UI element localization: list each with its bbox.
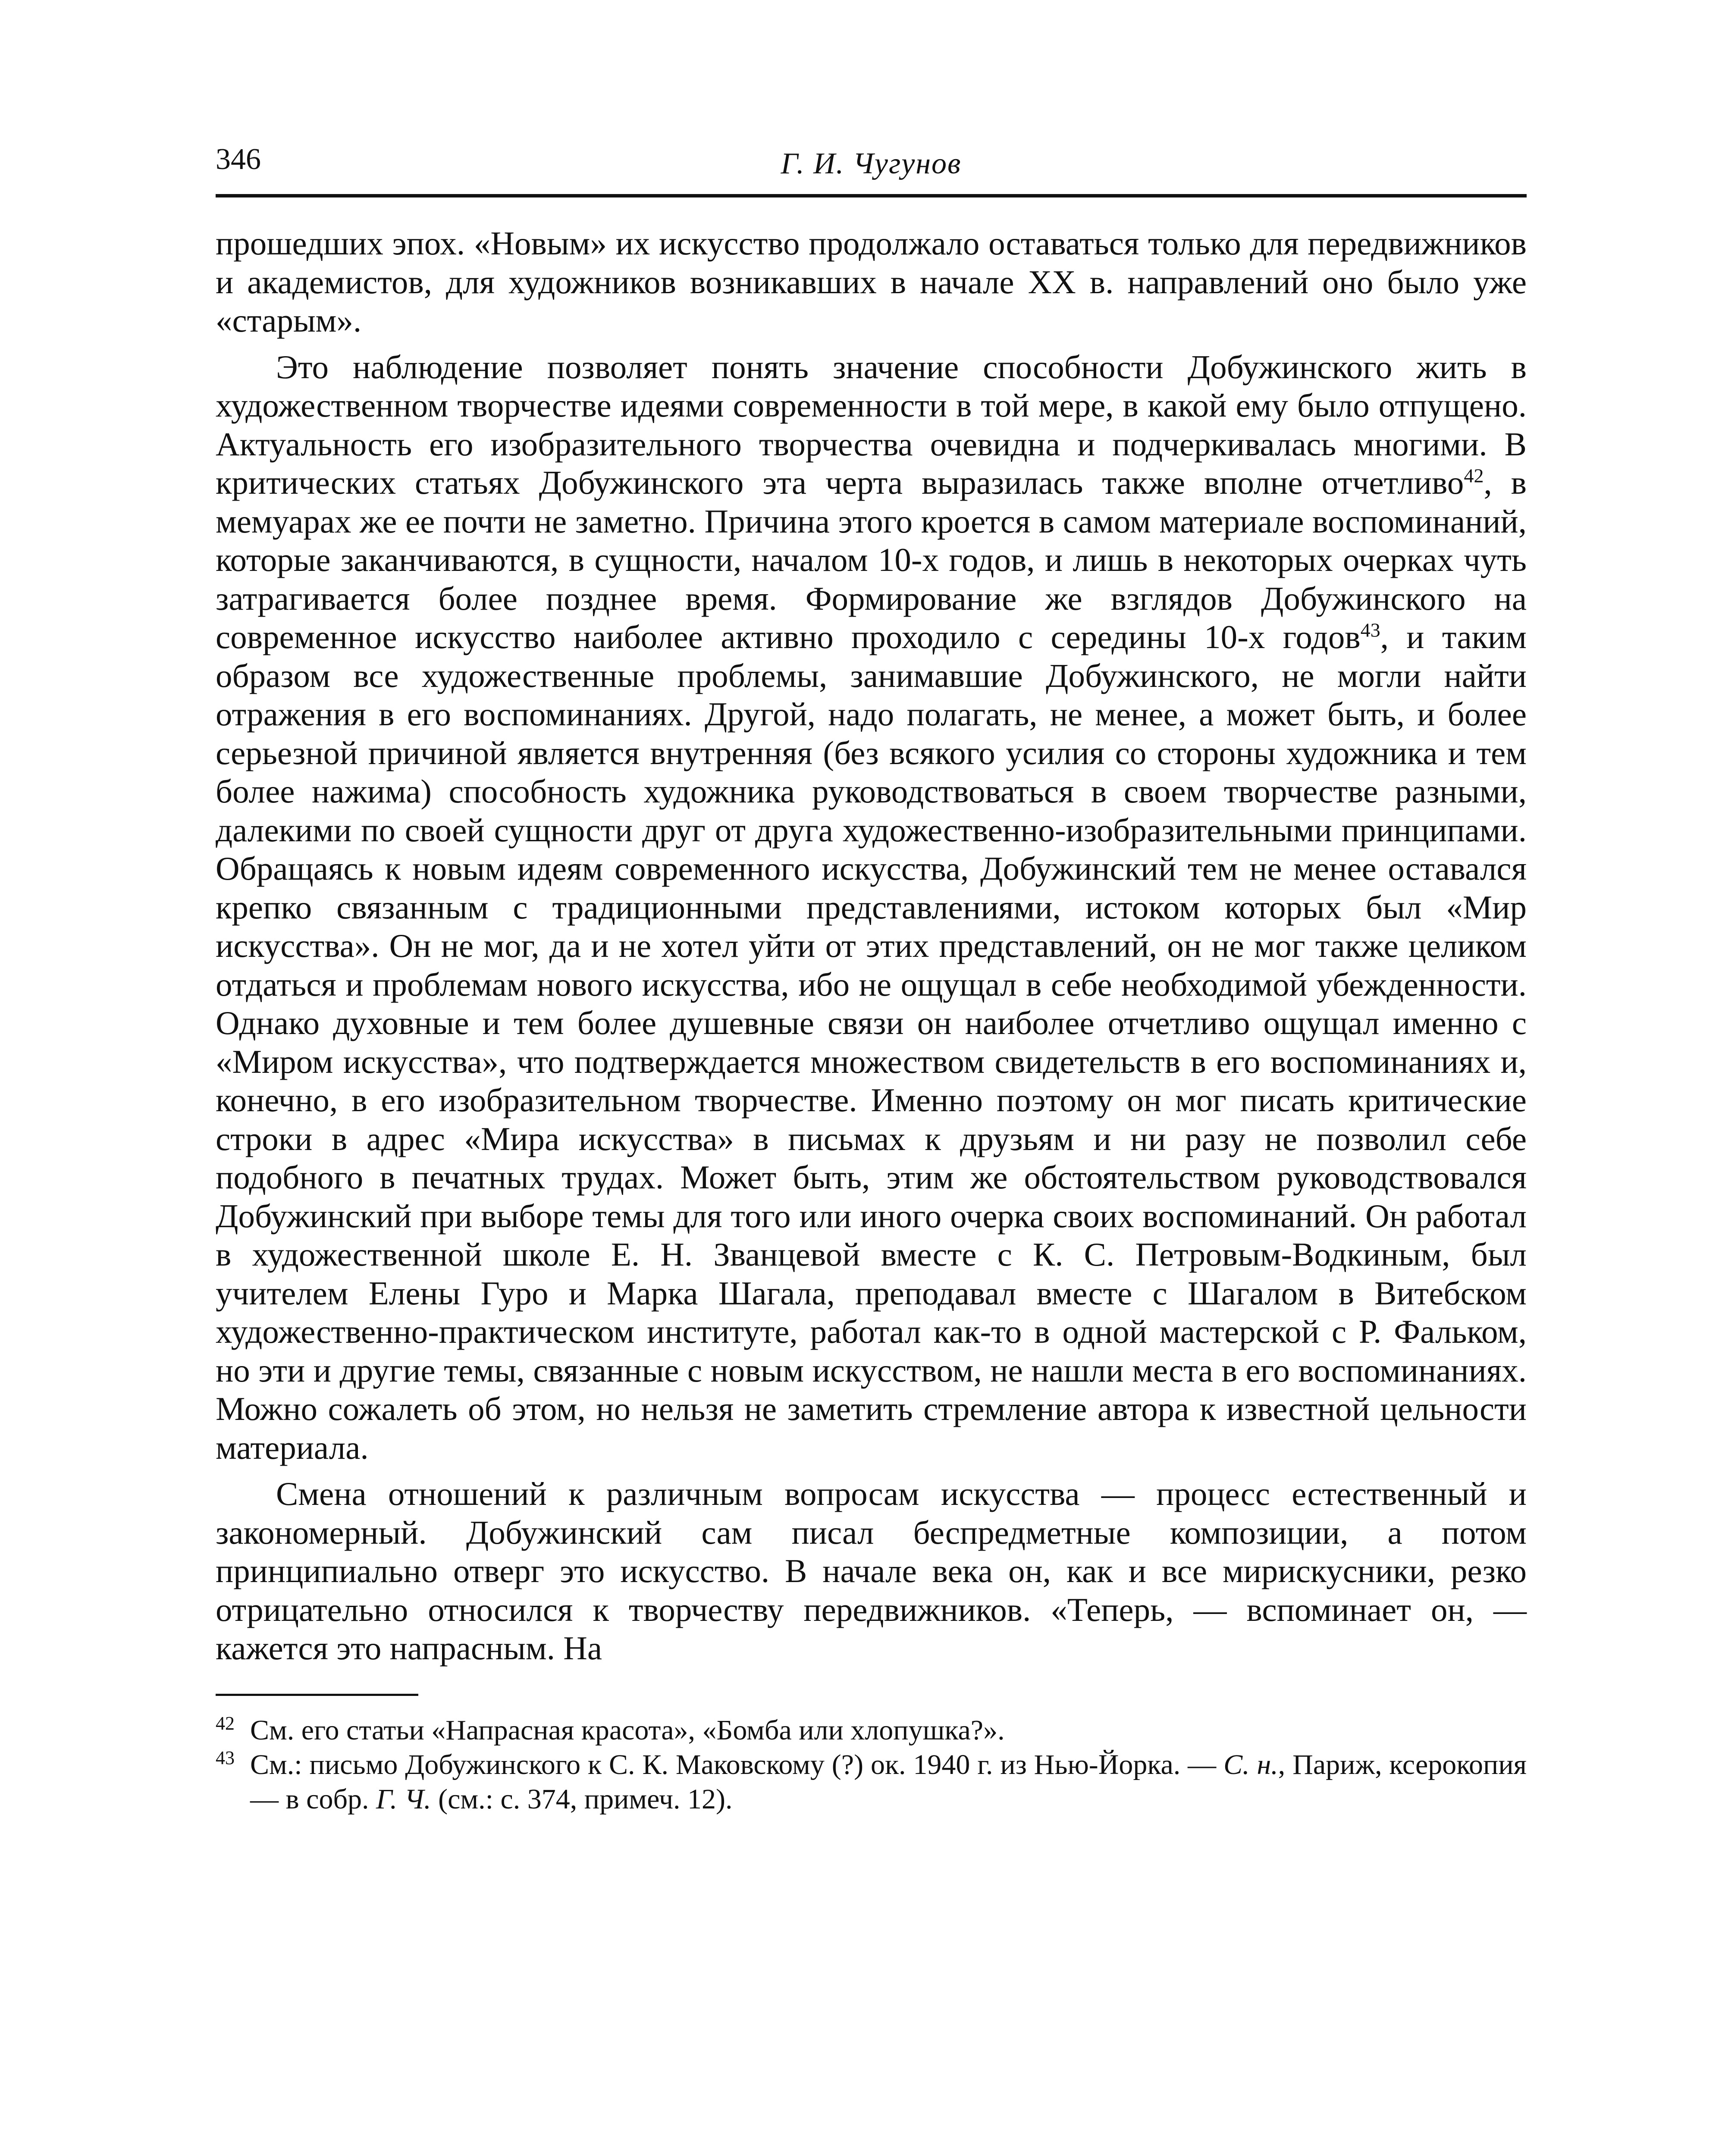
page-number: 346 [216, 143, 261, 176]
footnote-ref-42[interactable]: 42 [1464, 464, 1484, 487]
footnotes [216, 1713, 1527, 1817]
footnote-text: , Париж, ксерокопия — в собр. [250, 1749, 1527, 1815]
paragraph-1: прошедших эпох. «Новым» их искусство продолжало оставаться только для передвижников и академистов, для художников возникавших в начале XX в. направлений оно было уже «старым». [216, 225, 1527, 339]
footnote-43: 43 См.: письмо Добужинского к С. К. Маковскому (?) ок. 1940 г. из Нью-Йорка. — С. н., Париж, ксерокопия — в собр. Г. Ч. (см.: с. 374, примеч. 12). [216, 1747, 1527, 1815]
paragraph-2 [216, 348, 1527, 1467]
page-header [216, 129, 1527, 203]
footnote-text: (см.: с. 374, примеч. 12). [431, 1783, 733, 1815]
page [216, 129, 1527, 1817]
footnote-rule [216, 1694, 418, 1696]
footnote-text: См. его статьи «Напрасная красота», «Бомба или хлопушка?». [250, 1714, 1005, 1746]
body-text [216, 224, 1527, 1668]
paragraph-2-part-c: , и таким образом все художественные проблемы, занимавшие Добужинского, не могли найти отражения в его воспоминаниях. Другой, надо полагать, не менее, а может быть, и более серьезной причиной является внутренняя (без всякого усилия со стороны художника и тем более нажима) способность художника руководствоваться в своем творчестве разными, далекими по своей сущности друг от друга художественно-изобразительными принципами. Обращаясь к новым идеям современного искусства, Добужинский тем не менее оставался крепко связанным с традиционными представлениями, истоком которых был «Мир искусства». Он не мог, да и не хотел уйти от этих представлений, он не мог также целиком отдаться и проблемам нового искусства, ибо не ощущал в себе необходимой убежденности. Однако духовные и тем более душевные связи он наиболее отчетливо ощущал именно с «Миром искусства», что подтверждается множеством свидетельств в его воспоминаниях и, конечно, в его изобразительном творчестве. Именно поэтому он мог писать критические строки в адрес «Мира искусства» в письмах к друзьям и ни разу не позволил себе подобного в печатных трудах. Может быть, этим же обстоятельством руководствовался Добужинский при выборе темы для того или иного очерка своих воспоминаний. Он работал в художественной школе Е. Н. Званцевой вместе с К. С. Петровым-Водкиным, был учителем Елены Гуро и Марка Шагала, преподавал вместе с Шагалом в Витебском художественно-практическом институте, работал как-то в одной мастерской с Р. Фальком, но эти и другие темы, связанные с новым искусством, не нашли места в его воспоминаниях. Можно сожалеть об этом, но нельзя не заметить стремление автора к известной цельности материала. [216, 618, 1527, 1466]
running-head: Г. И. Чугунов [781, 147, 962, 180]
footnote-ref-43[interactable]: 43 [1360, 619, 1380, 641]
footnote-42: 42 См. его статьи «Напрасная красота», «Бомба или хлопушка?». [216, 1712, 1005, 1746]
paragraph-3: Смена отношений к различным вопросам искусства — процесс естественный и закономерный. Добужинский сам писал беспредметные композиции, а потом принципиально отверг это искусство. В начале века он, как и все мирискусники, резко отрицательно относился к творчеству передвижников. «Теперь, — вспоминает он, — кажется это напрасным. На [216, 1475, 1527, 1667]
paragraph-2-part-a: Это наблюдение позволяет понять значение способности Добужинского жить в художественном творчестве идеями современности в той мере, в какой ему было отпущено. Актуальность его изобразительного творчества очевидна и подчеркивалась многими. В критических статьях Добужинского эта черта выразилась также вполне отчетливо [216, 348, 1527, 501]
header-rule [216, 194, 1527, 197]
footnote-text-italic: С. н. [1223, 1749, 1278, 1780]
footnote-text-italic: Г. Ч. [376, 1783, 431, 1815]
paragraph-2-part-b: , в мемуарах же ее почти не заметно. Причина этого кроется в самом материале воспоминаний, которые заканчиваются, в сущности, началом 10-х годов, и лишь в некоторых очерках чуть затрагивается более позднее время. Формирование же взглядов Добужинского на современное искусство наиболее активно проходило с середины 10-х годов [216, 464, 1527, 655]
footnote-text: См.: письмо Добужинского к С. К. Маковскому (?) ок. 1940 г. из Нью-Йорка. — [250, 1749, 1224, 1780]
